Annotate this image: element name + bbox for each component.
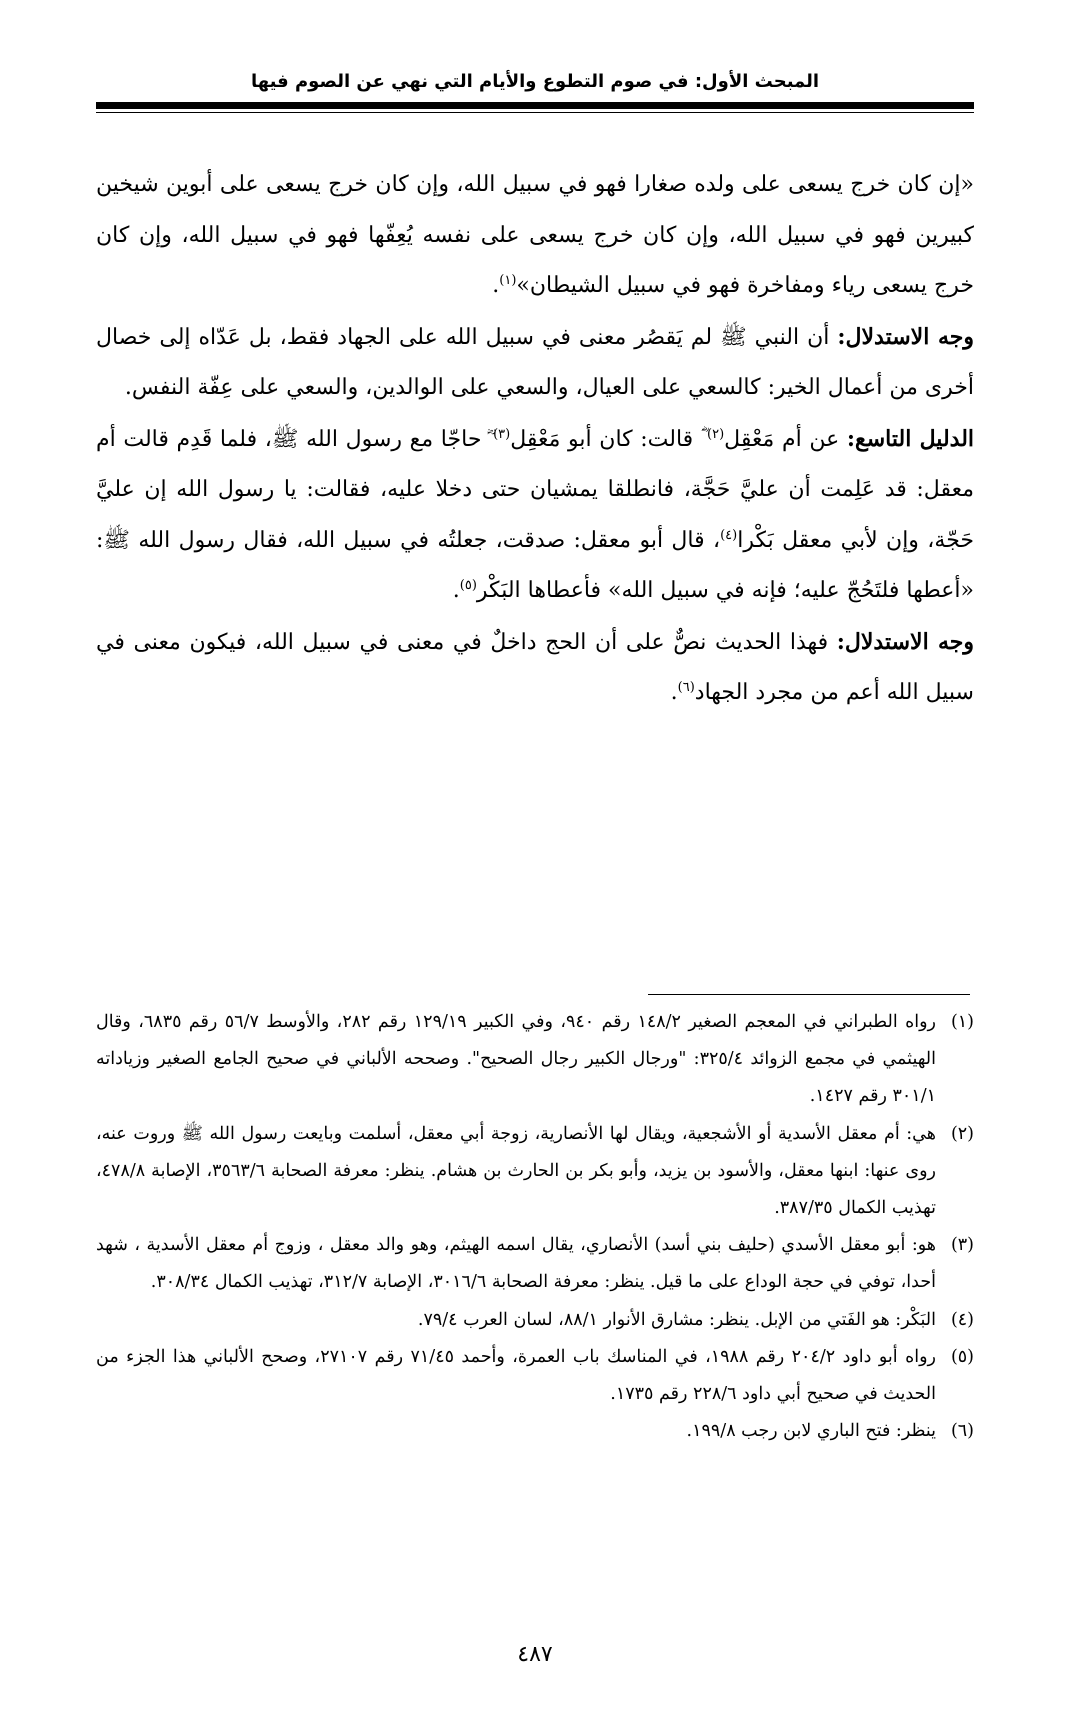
footnote-text: هي: أم معقل الأسدية أو الأشجعية، ويقال لها الأنصارية، زوجة أبي معقل، أسلمت وبايعت رسول الله ﷺ وروت عنه، روى عنها: ابنها معقل، والأسود بن يزيد، وأبو بكر بن الحارث بن هشام. ينظر: معرفة الصحابة ٣٥٦٣/٦، الإصابة ٤٧٨/٨، تهذيب الكمال ٣٨٧/٣٥. <box>96 1123 936 1219</box>
footnote-ref-6[interactable]: (٦) <box>677 680 695 695</box>
footnote-text: هو: أبو معقل الأسدي (حليف بني أسد) الأنصاري، يقال اسمه الهيثم، وهو والد معقل ، وزوج أم معقل الأسدية ، شهد أحدا، توفي في حجة الوداع على ما قيل. ينظر: معرفة الصحابة ٣٠١٦/٦، الإصابة ٣١٢/٧، تهذيب الكمال ٣٠٨/٣٤. <box>96 1235 936 1293</box>
footnote-ref-1[interactable]: (١) <box>499 273 517 288</box>
header-rule-thin <box>96 112 974 113</box>
paragraph-end: . <box>670 680 678 705</box>
footnote-ref-3[interactable]: (٣) <box>493 426 511 442</box>
evidence-text: عن أم مَعْقِل <box>724 426 847 452</box>
footnote-ref-2[interactable]: (٢) <box>707 426 725 442</box>
footnote-number: (٢) <box>950 1123 974 1144</box>
evidence-text: ؓ حاجّا مع رسول الله ﷺ، فلما قَدِم قالت أم معقل: قد عَلِمت أن عليَّ حَجَّة، فانطلقا يمشيان حتى دخلا عليه، فقالت: يا رسول الله إن عليَّ حَجّة، وإن لأبي معقل بَكْرا <box>96 426 974 553</box>
header-rule-thick <box>96 102 974 109</box>
ninth-evidence-label: الدليل التاسع: <box>846 425 975 452</box>
footnote-ref-4[interactable]: (٤) <box>720 527 738 543</box>
running-header: المبحث الأول: في صوم التطوع والأيام التي نهي عن الصوم فيها <box>250 71 820 92</box>
footnote-item <box>96 1227 974 1301</box>
hadith-quote-paragraph <box>96 160 974 312</box>
hadith-quote-text: «إن كان خرج يسعى على ولده صغارا فهو في سبيل الله، وإن كان خرج يسعى على أبوين شيخين كبيرين فهو في سبيل الله، وإن كان خرج يسعى على نفسه يُعِفّها فهو في سبيل الله، وإن كان خرج يسعى رياء ومفاخرة فهو في سبيل الشيطان» <box>96 172 974 298</box>
ninth-evidence-paragraph <box>96 414 974 617</box>
main-text <box>96 160 974 719</box>
footnote-text: ينظر: فتح الباري لابن رجب ١٩٩/٨. <box>686 1421 936 1442</box>
footnote-item <box>96 1413 974 1450</box>
footnote-number: (٣) <box>950 1235 974 1256</box>
evidence-text: ، قال أبو معقل: صدقت، جعلتُه في سبيل الله، فقال رسول الله ﷺ: «أعطها فلتَحُجّ عليه؛ فإنه في سبيل الله» فأعطاها البَكْر <box>96 527 974 603</box>
footnote-item <box>96 1004 974 1116</box>
footnote-text: رواه أبو داود ٢٠٤/٢ رقم ١٩٨٨، في المناسك باب العمرة، وأحمد ٧١/٤٥ رقم ٢٧١٠٧، وصحح الألباني هذا الجزء من الحديث في صحيح أبي داود ٢٢٨/٦ رقم ١٧٣٥. <box>96 1346 936 1405</box>
footnote-text: البَكْر: هو الفَتي من الإبل. ينظر: مشارق الأنوار ٨٨/١، لسان العرب ٧٩/٤. <box>417 1309 936 1330</box>
footnote-text: رواه الطبراني في المعجم الصغير ١٤٨/٢ رقم ٩٤٠، وفي الكبير ١٢٩/١٩ رقم ٢٨٢، والأوسط ٥٦/٧ رقم ٦٨٣٥، وقال الهيثمي في مجمع الزوائد ٣٢٥/٤: "ورجال الكبير رجال الصحيح". وصححه الألباني في صحيح الجامع الصغير وزياداته ٣٠١/١ رقم ١٤٢٧. <box>96 1012 937 1107</box>
footnote-item <box>96 1302 974 1339</box>
inference-text: أن النبي ﷺ لم يَقصُر معنى في سبيل الله على الجهاد فقط، بل عَدّاه إلى خصال أخرى من أعمال الخير: كالسعي على العيال، والسعي على الوالدين، والسعي على عِفّة النفس. <box>96 324 974 400</box>
footnote-item <box>96 1116 974 1228</box>
footnote-number: (٥) <box>950 1346 974 1367</box>
paragraph-end: . <box>492 273 500 298</box>
footnotes <box>96 1004 974 1450</box>
inference-text: فهذا الحديث نصٌّ على أن الحج داخلٌ في معنى في سبيل الله، فيكون معنى في سبيل الله أعم من مجرد الجهاد <box>96 629 974 705</box>
evidence-text: ؓ قالت: كان أبو مَعْقِل <box>510 426 708 452</box>
inference-label: وجه الاستدلال: <box>837 323 974 350</box>
footnote-separator <box>648 994 970 995</box>
footnote-number: (١) <box>950 1012 974 1032</box>
footnote-item <box>96 1339 974 1413</box>
page-number: ٤٨٧ <box>517 1642 553 1667</box>
inference-label: وجه الاستدلال: <box>836 628 975 655</box>
footnote-ref-5[interactable]: (٥) <box>459 578 477 593</box>
inference-paragraph-1 <box>96 312 974 414</box>
footnote-number: (٤) <box>950 1309 974 1330</box>
footnote-number: (٦) <box>950 1421 974 1442</box>
inference-paragraph-2 <box>96 617 974 719</box>
paragraph-end: . <box>452 578 460 603</box>
